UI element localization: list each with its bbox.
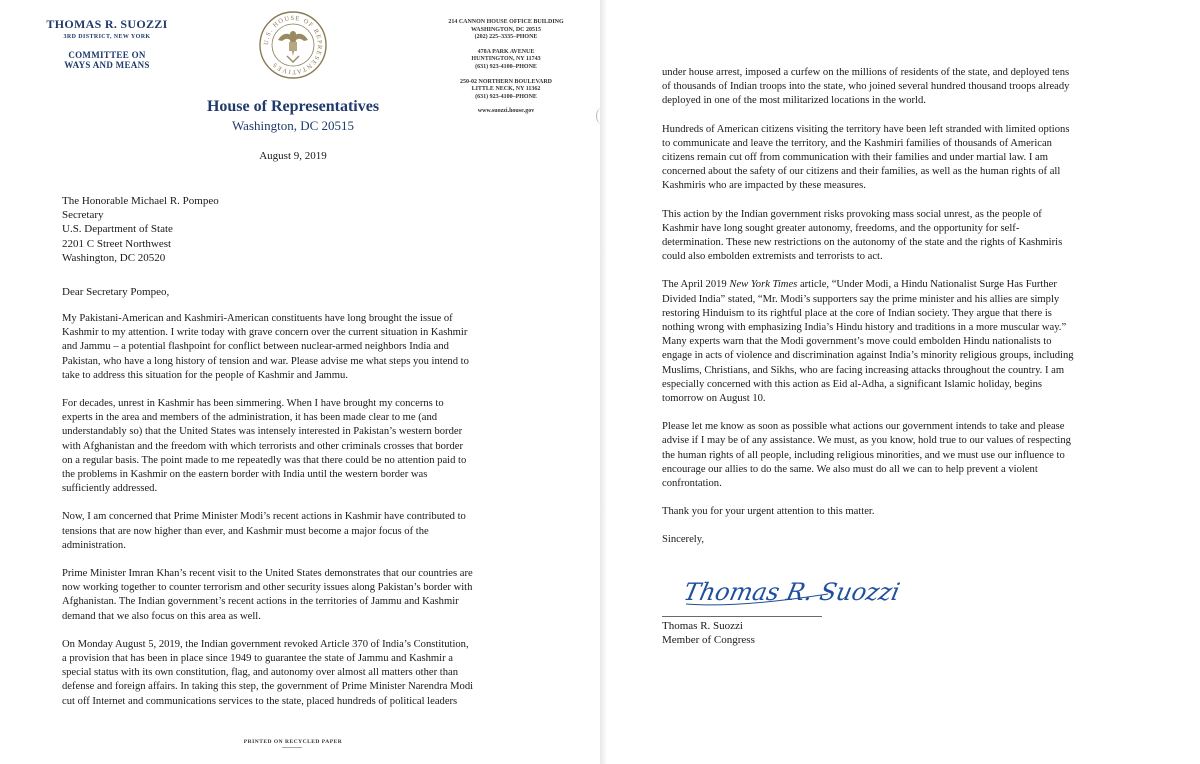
- house-seal-icon: [258, 10, 328, 82]
- body-line: concerned about the safety of our citizens and their families, as well as the human rights of all: [662, 166, 1061, 178]
- footer-rule: [282, 747, 302, 748]
- address-dc: [440, 19, 572, 42]
- member-name: THOMAS R. SUOZZI: [46, 17, 168, 31]
- body-line: now working together to counter terrorism and other security issues along Pakistan’s border with: [62, 582, 473, 594]
- recipient-department: U.S. Department of State: [62, 223, 173, 236]
- office-addresses: [440, 19, 572, 116]
- body-line: defense and foreign affairs. In taking this step, the government of Prime Minister Narendra Modi: [62, 681, 474, 693]
- body-line: Afghanistan. The Indian government’s recent actions in the territories of Jammu and Kashmir: [62, 596, 459, 608]
- address-line: 214 CANNON HOUSE OFFICE BUILDING: [448, 19, 564, 25]
- committee-line-1: COMMITTEE ON: [68, 50, 146, 60]
- recipient-name: The Honorable Michael R. Pompeo: [62, 195, 219, 207]
- address-phone: (631) 923-4100–PHONE: [475, 93, 537, 100]
- body-paragraph: [62, 567, 522, 624]
- committee-line-2: WAYS AND MEANS: [64, 60, 150, 70]
- house-title: House of Representatives: [206, 98, 380, 115]
- body-line: take to address this situation for the people of Kashmir and Jammu.: [62, 369, 348, 381]
- body-paragraph: [662, 123, 1122, 194]
- body-line: deployed in one of the most militarized locations in the world.: [662, 95, 926, 107]
- body-line: Please let me know as soon as possible what actions our government intends to take and please: [662, 421, 1065, 433]
- body-line: encourage our allies to do the same. We also must do all we can to help prevent a violent: [662, 463, 1038, 475]
- signer-name: Thomas R. Suozzi: [662, 620, 743, 632]
- body-line: understandably so) that the United States was intensely interested in Pakistan’s western border: [62, 426, 463, 438]
- body-line: sufficiently addressed.: [62, 483, 158, 495]
- salutation: Dear Secretary Pompeo,: [62, 286, 170, 298]
- address-line: WASHINGTON, DC 20515: [470, 26, 542, 33]
- body-line: Kashmir to my attention. I write today with grave concern over the current situation in Kashmir: [62, 327, 468, 339]
- body-line: On Monday August 5, 2019, the Indian government revoked Article 370 of India’s Constitution,: [62, 638, 469, 650]
- body-paragraph: [62, 510, 522, 553]
- nyt-post: article, “Under Modi, a Hindu Nationalist Surge Has Further: [797, 279, 1057, 291]
- address-little-neck: [440, 79, 572, 102]
- signature-text: Thomas R. Suozzi: [681, 577, 903, 606]
- body-line: a provision that has been in place since 1949 to guarantee the state of Jammu and Kashmir a: [62, 653, 453, 665]
- recipient-city: Washington, DC 20520: [62, 251, 166, 264]
- body-paragraph: [62, 638, 522, 709]
- body-line: with Afghanistan and the freedom with which terrorists and other criminals crosses that border: [62, 440, 463, 452]
- page-1-body: [62, 312, 522, 723]
- nyt-line: engage in acts of violence and discrimination against India’s minority religious groups, including: [662, 350, 1074, 362]
- member-district: 3RD DISTRICT, NEW YORK: [63, 34, 151, 40]
- signer-block: [662, 619, 755, 647]
- body-line: Now, I am concerned that Prime Minister Modi’s recent actions in Kashmir have contributed to: [62, 511, 466, 523]
- body-line: administration.: [62, 539, 126, 551]
- body-line: For decades, unrest in Kashmir has been simmering. When I have brought my concerns to: [62, 398, 444, 410]
- body-line: advise if I may be of any assistance. We must, as you know, hold true to our values of respecting: [662, 435, 1071, 447]
- nyt-line: Many experts warn that the Modi government’s move could embolden Hindu nationalists to: [662, 336, 1052, 348]
- nyt-line: tomorrow on August 10.: [662, 393, 766, 405]
- nyt-line: [662, 278, 1122, 292]
- body-line: and Jammu – a potential flashpoint for conflict between nuclear-armed neighbors India and: [62, 341, 449, 353]
- body-line: Hundreds of American citizens visiting the territory have been left stranded with limited options: [662, 123, 1070, 135]
- body-line: Thank you for your urgent attention to this matter.: [662, 506, 875, 518]
- body-line: could also embolden extremists and terrorists to act.: [662, 251, 883, 263]
- address-phone: (202) 225–3335–PHONE: [474, 34, 538, 41]
- address-line: 250-02 NORTHERN BOULEVARD: [459, 78, 553, 85]
- recycled-paper-footer: PRINTED ON RECYCLED PAPER: [243, 739, 343, 745]
- website-link[interactable]: www.suozzi.house.gov: [477, 108, 535, 115]
- body-line: citizens remain cut off from communication with their families and under martial law. I am: [662, 152, 1048, 164]
- signature-rule: [662, 616, 822, 617]
- nyt-line: nothing wrong with emphasizing India’s Hindu history and traditions in a more muscular way.”: [662, 322, 1067, 334]
- letter-date: August 9, 2019: [259, 150, 327, 162]
- body-paragraph: [662, 420, 1122, 491]
- address-phone: (631) 923-4100–PHONE: [475, 63, 537, 70]
- nyt-italic: New York Times: [729, 279, 798, 291]
- body-paragraph: [62, 312, 522, 383]
- seal-ring-text: U.S. HOUSE OF REPRESENTATIVES: [262, 14, 324, 76]
- recipient-address: [62, 194, 462, 265]
- body-line: Kashmir have long sought greater autonomy, freedoms, and the opportunity for self-: [662, 222, 1020, 234]
- address-line: LITTLE NECK, NY 11362: [471, 86, 541, 93]
- body-paragraph-nyt: [662, 278, 1122, 406]
- nyt-line: Muslims, Christians, and Sikhs, who are facing increasing attacks throughout the country. I am: [662, 364, 1065, 376]
- house-title-block: [190, 98, 396, 134]
- body-line: Kashmiris who are impacted by these measures.: [662, 180, 866, 192]
- body-paragraph: [662, 505, 1122, 519]
- recipient-title: Secretary: [62, 209, 104, 222]
- address-huntington: [440, 49, 572, 72]
- body-paragraph: [62, 397, 522, 496]
- page-2-body: [662, 66, 1122, 562]
- body-line: to communicate and leave the territory, and the Kashmiri families of thousands of American: [662, 137, 1052, 149]
- nyt-pre: The April 2019: [662, 279, 730, 291]
- committee-name: [32, 50, 182, 70]
- body-paragraph: [662, 208, 1122, 265]
- body-line: demand that we also focus on this area as well.: [62, 610, 261, 622]
- closing: Sincerely,: [662, 534, 704, 546]
- letter-page-2: [606, 0, 1200, 764]
- body-line: tensions that are now higher than ever, and Kashmir must become a major focus of the: [62, 525, 429, 537]
- address-line: HUNTINGTON, NY 11743: [471, 56, 541, 63]
- address-line: 478A PARK AVENUE: [477, 48, 535, 55]
- body-paragraph: [662, 66, 1122, 109]
- body-line: determination. These new restrictions on the autonomy of the state and the rights of Kashmiris: [662, 237, 1063, 249]
- body-line: experts in the area and members of the administration, it has been made clear to me (and: [62, 412, 438, 424]
- signature-icon: [678, 564, 903, 616]
- body-line: This action by the Indian government risks provoking mass social unrest, as the people of: [662, 208, 1042, 220]
- body-line: Pakistan, who have a long history of tension and war. Please advise me what steps you intend to: [62, 355, 469, 367]
- nyt-line: especially concerned with this action as Eid al-Adha, a significant Islamic holiday, begins: [662, 378, 1042, 390]
- body-line: confrontation.: [662, 478, 722, 490]
- house-city: Washington, DC 20515: [231, 118, 355, 133]
- nyt-line: Divided India” stated, “Mr. Modi’s supporters say the prime minister and his allies are simply: [662, 293, 1060, 305]
- body-line: the human rights of all people, including religious minorities, and we must use our influence to: [662, 449, 1065, 461]
- letterhead-member-block: [32, 17, 182, 70]
- signer-title: Member of Congress: [662, 634, 755, 647]
- body-line: My Pakistani-American and Kashmiri-American constituents have long brought the issue of: [62, 313, 453, 324]
- body-line: of thousands of Indian troops into the state, who joined several hundred thousand troops already: [662, 81, 1070, 93]
- body-line: cut off Internet and communications services to the state, placed hundreds of political leaders: [62, 695, 458, 707]
- nyt-line: restoring Hinduism to its rightful place at the core of Indian society. They argue that there is: [662, 307, 1052, 319]
- body-line: Prime Minister Imran Khan’s recent visit to the United States demonstrates that our countries are: [62, 568, 473, 580]
- body-line: the problems in Kashmir on the eastern border with India until the western border was: [62, 469, 428, 481]
- body-line: special status with its own constitution, flag, and autonomy over almost all matters other than: [62, 667, 459, 679]
- recipient-street: 2201 C Street Northwest: [62, 237, 172, 250]
- body-line: under house arrest, imposed a curfew on the millions of residents of the state, and deployed tens: [662, 67, 1070, 78]
- body-line: on a regular basis. The point made to me repeatedly was that there could be no attention paid to: [62, 454, 467, 466]
